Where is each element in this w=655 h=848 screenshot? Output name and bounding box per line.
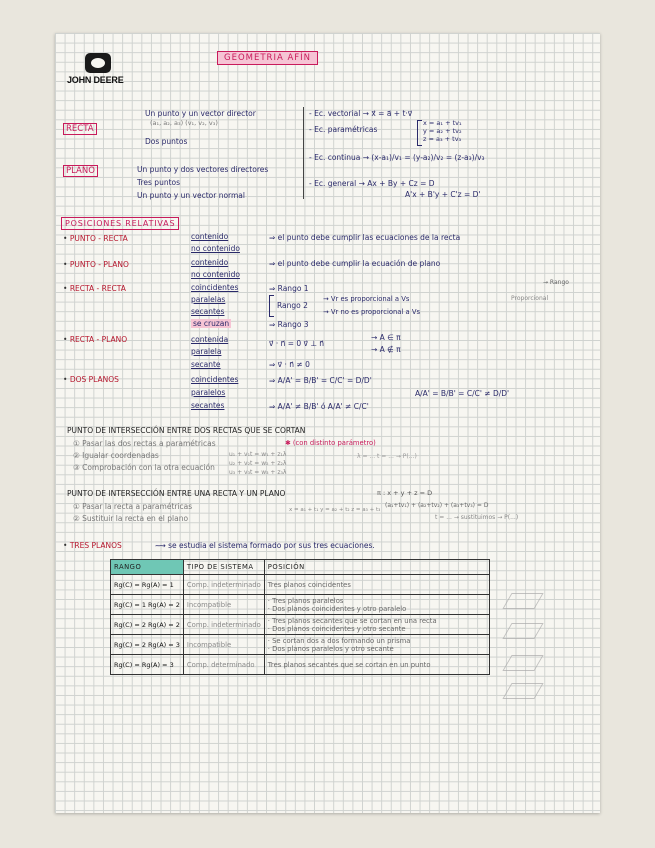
recta-plano-c3: ⇒ v⃗ · n⃗ ≠ 0 xyxy=(269,360,310,369)
brace xyxy=(269,295,274,317)
plano-label: PLANO xyxy=(63,165,98,177)
notebook-page xyxy=(55,33,600,813)
int-recta-plano-sub: (a₁+tv₁) + (a₂+tv₂) + (a₃+tv₃) = D xyxy=(385,502,489,509)
recta-b1: Un punto y un vector director xyxy=(145,109,256,118)
plano-b3: Un punto y un vector normal xyxy=(137,191,245,200)
int-rectas-title: PUNTO DE INTERSECCIÓN ENTRE DOS RECTAS QUE SE CORTAN xyxy=(67,426,306,435)
punto-recta-label: • PUNTO - RECTA xyxy=(63,234,128,243)
dos-planos-e1: ⇒ A/A' = B/B' = C/C' = D/D' xyxy=(269,376,372,385)
param-y: y = a₂ + tv₂ xyxy=(423,127,462,135)
int-rectas-eq1: u₁ + v₁t = w₁ + z₁λ xyxy=(229,451,287,458)
dos-planos-o3: secantes xyxy=(191,401,225,410)
recta-recta-label: • RECTA - RECTA xyxy=(63,284,126,293)
recta-plano-c1a: → A ∈ π xyxy=(371,333,401,342)
posiciones-title: POSICIONES RELATIVAS xyxy=(61,217,179,230)
punto-plano-o1: contenido xyxy=(191,258,229,267)
recta-recta-o2: paralelas xyxy=(191,295,226,304)
recta-recta-r2b: → Vr no es proporcional a Vs xyxy=(323,308,421,316)
recta-recta-r2: Rango 2 xyxy=(277,301,308,310)
recta-plano-c1b: → A ∉ π xyxy=(371,345,401,354)
tres-planos-note: ⟿ se estudia el sistema formado por sus tres ecuaciones. xyxy=(155,541,375,550)
header-tipo: TIPO DE SISTEMA xyxy=(183,560,264,575)
recta-recta-r3: ⇒ Rango 3 xyxy=(269,320,309,329)
dos-planos-o2: paralelos xyxy=(191,388,226,397)
dos-planos-e2: A/A' = B/B' = C/C' ≠ D/D' xyxy=(415,389,510,398)
int-rectas-s2: ② Igualar coordenadas xyxy=(73,451,159,460)
int-rectas-s1b: ✱ (con distinto parámetro) xyxy=(285,439,376,447)
int-rectas-eq3: u₃ + v₃t = w₃ + z₃λ xyxy=(229,469,287,476)
recta-recta-o1: coincidentes xyxy=(191,283,239,292)
recta-plano-c1: v⃗ · n⃗ = 0 v⃗ ⊥ n⃗ xyxy=(269,339,325,348)
table-row: Rg(C) = Rg(A) = 3 Comp. determinado Tres planos secantes que se cortan en un punto xyxy=(111,655,490,675)
punto-plano-o2: no contenido xyxy=(191,270,240,279)
brace xyxy=(417,120,422,146)
int-recta-plano-title: PUNTO DE INTERSECCIÓN ENTRE UNA RECTA Y UN PLANO xyxy=(67,489,286,498)
int-recta-plano-res: t = ... → sustituimos → P(...) xyxy=(435,514,519,521)
table-row: Rg(C) = 1 Rg(A) = 2 Incompatible · Tres planos paralelos · Dos planos coincidentes y otro paralelo xyxy=(111,595,490,615)
header-rango: RANGO xyxy=(111,560,184,575)
punto-recta-note: ⇒ el punto debe cumplir las ecuaciones de la recta xyxy=(269,233,461,242)
plano-b2: Tres puntos xyxy=(137,178,181,187)
ec-general2: A'x + B'y + C'z = D' xyxy=(405,190,481,199)
int-recta-plano-plane: π : x + y + z = D xyxy=(377,489,433,497)
table-row: Rg(C) = 2 Rg(A) = 2 Comp. indeterminado · Tres planos secantes que se cortan en una recta · Dos planos coincidentes y otro secante xyxy=(111,615,490,635)
ec-general: - Ec. general → Ax + By + Cz = D xyxy=(309,179,435,188)
header-posicion: POSICIÓN xyxy=(264,560,489,575)
int-recta-plano-eq: x = a₁ + t₁ y = a₂ + t₂ z = a₃ + t₃ xyxy=(289,507,381,513)
recta-plano-o2: paralela xyxy=(191,347,222,356)
punto-plano-note: ⇒ el punto debe cumplir la ecuación de plano xyxy=(269,259,441,268)
table-row: Rg(C) = 2 Rg(A) = 3 Incompatible · Se cortan dos a dos formando un prisma · Dos planos paralelos y otro secante xyxy=(111,635,490,655)
recta-recta-o4: se cruzan xyxy=(193,319,230,328)
int-recta-plano-s2: ② Sustituir la recta en el plano xyxy=(73,514,189,523)
int-rectas-res: λ = ... t = ... → P(...) xyxy=(357,453,417,460)
ec-vectorial: - Ec. vectorial → x⃗ = a⃗ + t·v⃗ xyxy=(309,109,413,118)
tres-planos-label: • TRES PLANOS xyxy=(63,541,122,550)
punto-plano-label: • PUNTO - PLANO xyxy=(63,260,129,269)
punto-recta-o2: no contenido xyxy=(191,244,240,253)
dos-planos-o1: coincidentes xyxy=(191,375,239,384)
deer-logo-icon xyxy=(85,53,111,73)
recta-plano-o3: secante xyxy=(191,360,221,369)
plane-sketch xyxy=(502,683,543,699)
recta-b1-sub: (a₁, a₂, a₃) (v₁, v₂, v₃) xyxy=(150,119,218,127)
plane-sketch xyxy=(502,655,543,671)
ec-continua: - Ec. continua → (x-a₁)/v₁ = (y-a₂)/v₂ = (z-a₃)/v₃ xyxy=(309,153,485,162)
table-row: Rg(C) = Rg(A) = 1 Comp. indeterminado Tres planos coincidentes xyxy=(111,575,490,595)
page-title: GEOMETRIA AFÍN xyxy=(217,51,318,65)
recta-recta-r2a: → Vr es proporcional a Vs xyxy=(323,295,410,303)
dos-planos-label: • DOS PLANOS xyxy=(63,375,119,384)
recta-b2: Dos puntos xyxy=(145,137,188,146)
plane-sketch xyxy=(502,623,543,639)
recta-label: RECTA xyxy=(63,123,97,135)
recta-recta-o3: secantes xyxy=(191,307,225,316)
int-rectas-s1: ① Pasar las dos rectas a paramétricas xyxy=(73,439,216,448)
divider-line xyxy=(303,107,304,199)
logo-text: JOHN DEERE xyxy=(67,75,124,85)
recta-recta-side1: → Rango xyxy=(543,279,569,286)
dos-planos-e3: ⇒ A/A' ≠ B/B' ó A/A' ≠ C/C' xyxy=(269,402,369,411)
param-z: z = a₃ + tv₃ xyxy=(423,135,462,143)
plane-sketch xyxy=(502,593,543,609)
param-x: x = a₁ + tv₁ xyxy=(423,119,462,127)
int-recta-plano-s1: ① Pasar la recta a paramétricas xyxy=(73,502,193,511)
recta-recta-r1: ⇒ Rango 1 xyxy=(269,284,309,293)
recta-plano-o1: contenida xyxy=(191,335,229,344)
punto-recta-o1: contenido xyxy=(191,232,229,241)
tres-planos-table xyxy=(110,559,490,675)
recta-recta-side2: Proporcional xyxy=(511,295,549,302)
ec-parametricas: - Ec. paramétricas xyxy=(309,125,378,134)
recta-plano-label: • RECTA - PLANO xyxy=(63,335,127,344)
int-rectas-s3: ③ Comprobación con la otra ecuación xyxy=(73,463,215,472)
int-rectas-eq2: u₂ + v₂t = w₂ + z₂λ xyxy=(229,460,287,467)
plano-b1: Un punto y dos vectores directores xyxy=(137,165,269,174)
